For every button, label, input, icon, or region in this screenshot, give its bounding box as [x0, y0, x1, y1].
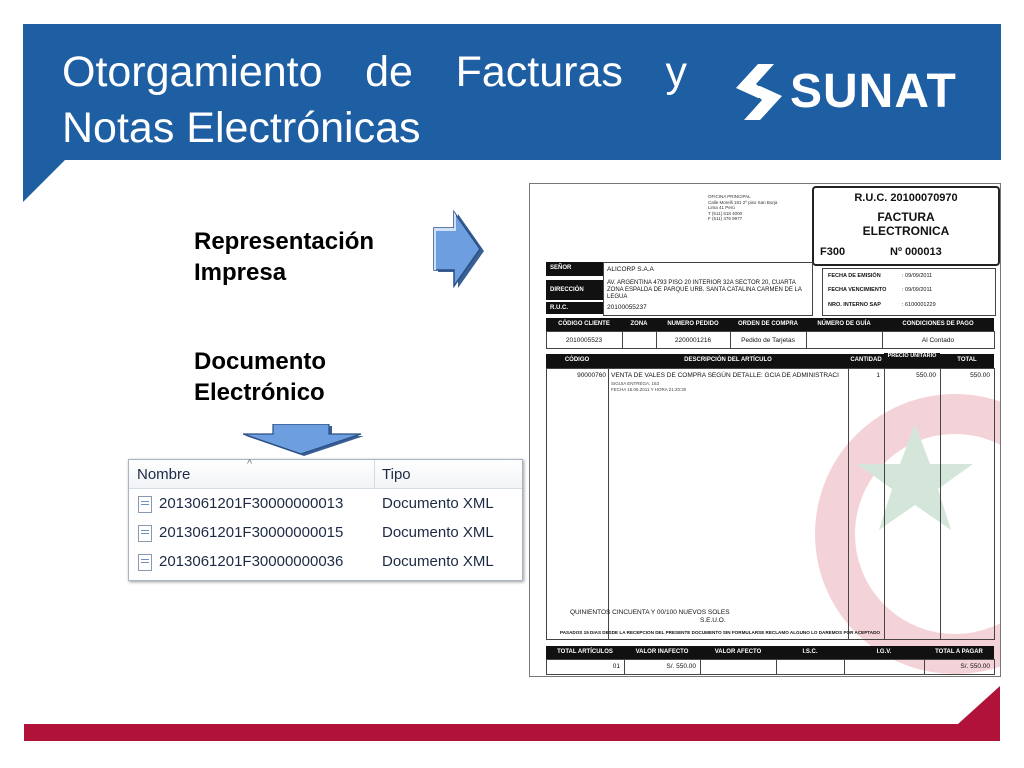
- footer-bar: [24, 724, 1000, 741]
- explorer-header: [129, 460, 522, 489]
- file-explorer-list: [128, 459, 523, 581]
- arrow-right-icon: [430, 208, 490, 294]
- issuer-line: Lima 41 Perú: [708, 205, 735, 210]
- totals-header-cell: VALOR INAFECTO: [624, 646, 700, 659]
- issuer-address: [708, 194, 818, 222]
- printed-label-line1: Representación: [194, 228, 375, 255]
- sap-number-label: NRO. INTERNO SAP: [828, 302, 881, 308]
- document-type-line2: ELECTRONICA: [862, 224, 950, 238]
- client-ruc: 20100055237: [607, 304, 647, 311]
- sap-number: : 6100001229: [902, 302, 936, 308]
- file-row[interactable]: [129, 548, 522, 577]
- file-name: 2013061201F30000000015: [159, 524, 344, 541]
- order-header-cell: CONDICIONES DE PAGO: [882, 318, 994, 331]
- item-code: 90000760: [577, 372, 606, 379]
- divider: [844, 659, 845, 674]
- total-to-pay: S/. 550.00: [960, 663, 990, 670]
- sunat-logo: [728, 58, 973, 126]
- order-header-cell: ORDEN DE COMPRA: [730, 318, 806, 331]
- item-total: 550.00: [970, 372, 990, 379]
- electronic-label-line2: Electrónico: [194, 379, 325, 406]
- electronic-label-line1: Documento: [194, 348, 326, 375]
- file-row[interactable]: [129, 490, 522, 519]
- totals-header-cell: I.G.V.: [844, 646, 924, 659]
- item-subline: FECHA 15.06.2011 Y HORA 21:20:30: [611, 387, 687, 392]
- electronic-document-label: [194, 346, 326, 408]
- divider: [776, 659, 777, 674]
- file-type: Documento XML: [382, 524, 494, 541]
- invoice-series: F300: [820, 246, 846, 258]
- divider: [848, 368, 849, 640]
- unaffected-value: S/. 550.00: [666, 663, 696, 670]
- due-date: : 09/09/2011: [902, 287, 933, 293]
- totals-header-cell: I.S.C.: [776, 646, 844, 659]
- file-name: 2013061201F30000000013: [159, 495, 344, 512]
- order-number: 2200001216: [674, 337, 712, 344]
- ruc-box: [812, 186, 1000, 266]
- totals-header-cell: VALOR AFECTO: [700, 646, 776, 659]
- document-type-line1: FACTURA: [877, 210, 935, 224]
- order-header-cell: NUMERO PEDIDO: [656, 318, 730, 331]
- items-header-cell: CÓDIGO: [546, 354, 608, 368]
- printed-label-line2: Impresa: [194, 259, 287, 286]
- file-type: Documento XML: [382, 553, 494, 570]
- item-quantity: 1: [876, 372, 880, 379]
- issuer-line: Calle Morelli 181 2º piso San Borja: [708, 199, 778, 205]
- sort-ascending-icon: ^: [247, 458, 253, 470]
- order-header-cell: ZONA: [622, 318, 656, 331]
- divider: [806, 331, 807, 348]
- order-header-cell: NÚMERO DE GUÍA: [806, 318, 882, 331]
- client-address-label: DIRECCIÓN: [546, 280, 603, 300]
- items-body: [546, 368, 995, 640]
- divider: [700, 659, 701, 674]
- xml-file-icon: [138, 496, 152, 513]
- footer-corner: [958, 686, 1000, 724]
- divider: [884, 368, 885, 640]
- items-header-cell: PRECIO UNITARIO: [884, 353, 940, 367]
- printed-invoice: [529, 183, 1001, 677]
- invoice-number: Nº 000013: [890, 246, 942, 258]
- xml-file-icon: [138, 525, 152, 542]
- column-header-type[interactable]: Tipo: [382, 466, 411, 483]
- arrow-down-icon: [243, 424, 367, 458]
- issuer-line: T (511) 618 4000: [708, 210, 743, 216]
- logo-text: SUNAT: [790, 65, 957, 118]
- purchase-order: Pedido de Tarjetas: [741, 337, 795, 344]
- items-header-cell: CANTIDAD: [848, 354, 884, 368]
- column-divider[interactable]: [374, 460, 375, 488]
- item-subline: SIGUIA ENTREGA: 163: [611, 381, 660, 386]
- payment-terms: Al Contado: [921, 337, 955, 344]
- client-ruc-label: R.U.C.: [546, 302, 603, 314]
- item-description: VENTA DE VALES DE COMPRA SEGÚN DETALLE: GCIA DE ADMINISTRACI: [611, 372, 839, 379]
- banner-fold: [23, 160, 65, 202]
- items-header-cell: TOTAL: [940, 354, 994, 368]
- divider: [622, 331, 623, 348]
- column-header-name[interactable]: Nombre: [137, 466, 191, 483]
- seuo-mark: S.E.U.O.: [700, 617, 726, 624]
- total-items: 01: [612, 663, 620, 670]
- client-name-label: SEÑOR: [546, 262, 603, 276]
- order-header-cell: CÓDIGO CLIENTE: [546, 318, 622, 331]
- claim-note: PASADOS 15 DIAS DESDE LA RECEPCION DEL PRESENTE DOCUMENTO SIN FORMULARSE RECLAMO ALGUNO LO DAREMOS POR ACEPTADO: [560, 630, 880, 635]
- issuer-line: OFICINA PRINCIPAL: [708, 194, 751, 199]
- issue-date: : 09/09/2011: [902, 273, 933, 279]
- document-type: [814, 210, 998, 238]
- amount-in-words: QUINIENTOS CINCUENTA Y 00/100 NUEVOS SOLES: [570, 609, 730, 616]
- divider: [940, 368, 941, 640]
- xml-file-icon: [138, 554, 152, 571]
- totals-header-cell: TOTAL A PAGAR: [924, 646, 994, 659]
- issuer-line: F (511) 476 9977: [708, 216, 743, 221]
- ruc-number: R.U.C. 20100070970: [854, 192, 958, 204]
- client-name: ALICORP S.A.A: [607, 266, 654, 273]
- client-code: 2010005523: [565, 337, 603, 344]
- printed-representation-label: [194, 226, 374, 288]
- item-unit-price: 550.00: [916, 372, 936, 379]
- totals-header-cell: TOTAL ARTÍCULOS: [546, 646, 624, 659]
- sunat-emblem-icon: [728, 58, 792, 126]
- file-type: Documento XML: [382, 495, 494, 512]
- divider: [608, 368, 609, 640]
- items-header-cell: DESCRIPCIÓN DEL ARTÍCULO: [608, 354, 848, 368]
- issue-date-label: FECHA DE EMISIÓN: [828, 273, 881, 279]
- due-date-label: FECHA VENCIMIENTO: [828, 287, 887, 293]
- file-name: 2013061201F30000000036: [159, 553, 344, 570]
- client-address: AV. ARGENTINA 4793 PISO 20 INTERIOR 32A SECTOR 20, CUARTA ZONA ESPALDA DE PARQUE URB. SANTA CATALINA CARMEN DE LA LEGUA: [607, 280, 802, 300]
- file-row[interactable]: [129, 519, 522, 548]
- slide-title: Otorgamiento de Facturas y Notas Electrónicas: [62, 48, 687, 152]
